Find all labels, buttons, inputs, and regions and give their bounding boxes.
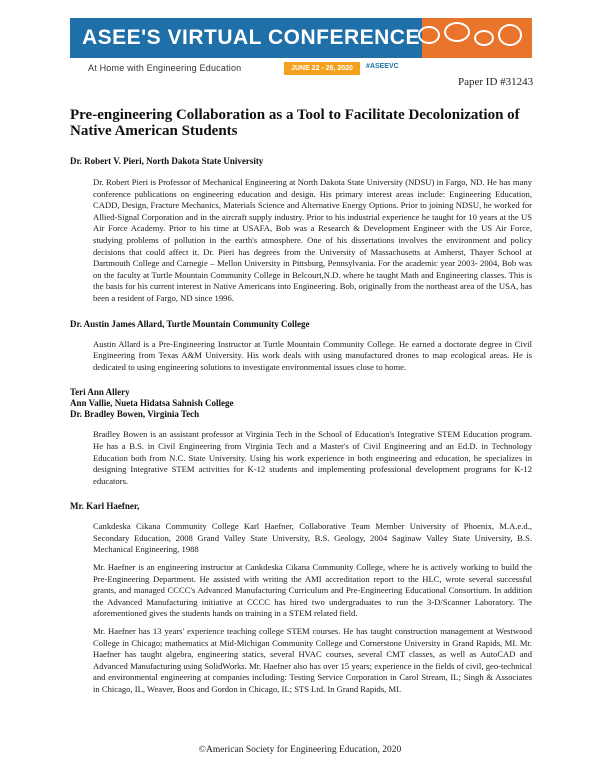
author-bio: Dr. Robert Pieri is Professor of Mechanical Engineering at North Dakota State University (NDSU) in Fargo, ND. He has many conference publications on engineering education and design. His primary interest areas include: Engineering Education, CADD, Design, Fracture Mechanics, Materials Science and Alternative Energy Options. Prior to joining NDSU, he worked for Allied-Signal Corporation and in the aircraft supply industry. Prior to his industrial experience he taught for 10 years at the US Air Force Academy. Prior to his time at USAFA, Bob was a Research & Development Engineer with the US Air Force, studying problems of pollution in the earth's atmosphere. One of his dissertations involves the environment and policy decisions that could affect it. Dr. Pieri has degrees from the University of Massachusetts at Amherst, Thayer School at Dartmouth College and Carnegie – Mellon University in Pittsburg, Pennsylvania. For the academic year 2003- 2004, Bob was on the faculty at Turtle Mountain Community College in Belcourt,N.D. where he taught Math and Engineering classes. This is the basis for his current interest in Native Americans into Engineering. Bob, originally from the northeast area of the USA, has been a resident of Fargo, ND since 1996. bbox=[93, 177, 532, 303]
banner-hashtag: #ASEEVC bbox=[366, 63, 399, 70]
author-bio: Mr. Haefner has 13 years' experience teaching college STEM courses. He has taught construction management at Westwood College in Chicago; mathematics at Mid-Michigan Community College and Cornerstone University in Grand Rapids, MI. Mr. Haefner has taught algebra, engineering statics, several HVAC courses, several CMT classes, as well as AutoCAD and Advanced Manufacturing using SolidWorks. Mr. Haefner also has over 15 years; experience in the fields of civil, geo-technical and environmental engineering at companies including: Testing Service Corporation in Carol Stream, IL; Singh & Associates in Chicago, IL, Weaver, Boos and Gordon in Chicago, IL; STS Ltd. In Grand Rapids, MI. bbox=[93, 626, 532, 694]
author-name: Dr. Robert V. Pieri, North Dakota State University bbox=[70, 156, 264, 166]
banner-title: ASEE'S VIRTUAL CONFERENCE bbox=[82, 26, 420, 49]
conference-banner bbox=[70, 18, 532, 80]
author-bio: Bradley Bowen is an assistant professor at Virginia Tech in the School of Education's Integrative STEM Education program. He has a B.S. in Civil Engineering from Virginia Tech and a Master's of Civil Engineering and an Ed.D. in Technology Education both from N.C. State University. Using his work experience in both engineering and education, he specializes in designing Integrative STEM activities for K-12 students and implementing professional development programs for K-12 educators. bbox=[93, 429, 532, 486]
paper-title: Pre-engineering Collaboration as a Tool to Facilitate Decolonization of Native American Students bbox=[70, 107, 520, 139]
paper-id: Paper ID #31243 bbox=[458, 76, 534, 88]
copyright-footer: ©American Society for Engineering Education, 2020 bbox=[198, 745, 402, 755]
banner-header-bar bbox=[70, 18, 532, 58]
banner-date: JUNE 22 - 26, 2020 bbox=[284, 62, 360, 75]
author-bio: Mr. Haefner is an engineering instructor at Cankdeska Cikana Community College, where he is actively working to build the Pre-Engineering Department. He assisted with writing the AMI accreditation report to the HLC, wrote several successful grants, and managed CCCC's Advanced Manufacturing Curriculum and Pre-Engineering Educational Consortium. In addition the Advanced Manufacturing initiative at CCCC has hired two undergraduates to run the 3-D/Scanner Laboratory. The aforementioned gives the students hands on training in a STEM related field. bbox=[93, 562, 532, 619]
author-bio: Cankdeska Cikana Community College Karl Haefner, Collaborative Team Member University of Phoenix, M.A.e.d., Secondary Education, 2008 Grand Valley State University, B.S. Geology, 2004 Saginaw Valley State University, B.S. Mechanical Engineering, 1988 bbox=[93, 521, 532, 555]
speech-bubbles-icon bbox=[410, 20, 532, 58]
author-name: Dr. Bradley Bowen, Virginia Tech bbox=[70, 409, 200, 420]
author-bio: Austin Allard is a Pre-Engineering Instructor at Turtle Mountain Community College. He earned a doctorate degree in Civil Engineering from Texas A&M University. His work deals with using manufactured drones to map ecological areas. He is dedicated to using engineering solutions to investigate environmental issues close to home. bbox=[93, 338, 532, 372]
paper-body bbox=[70, 107, 532, 696]
author-name: Mr. Karl Haefner, bbox=[70, 501, 140, 512]
author-name: Ann Vallie, Nueta Hidatsa Sahnish College bbox=[70, 398, 234, 409]
author-name: Dr. Austin James Allard, Turtle Mountain Community College bbox=[70, 318, 310, 329]
banner-subtitle: At Home with Engineering Education bbox=[88, 63, 242, 73]
author-name: Teri Ann Allery bbox=[70, 387, 130, 398]
